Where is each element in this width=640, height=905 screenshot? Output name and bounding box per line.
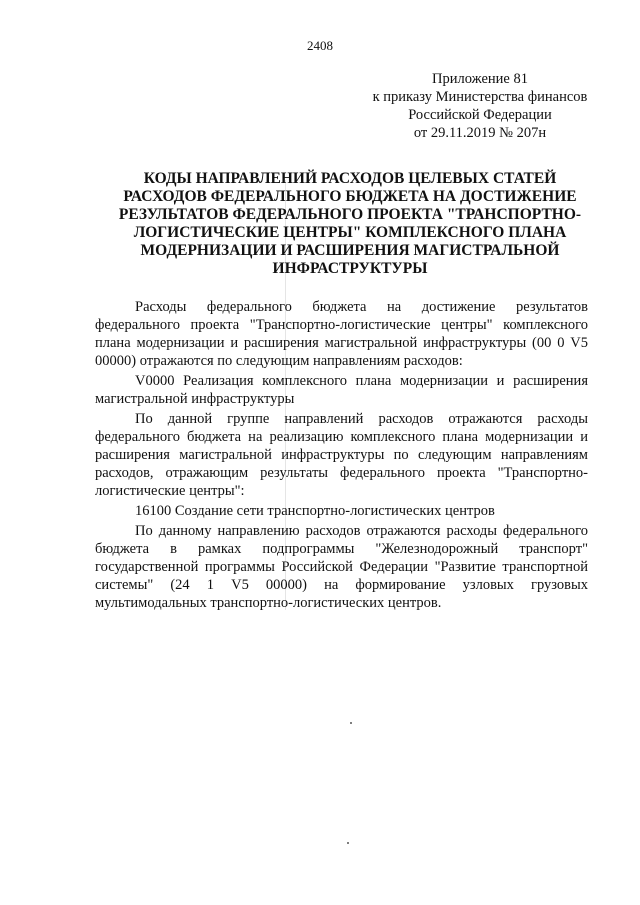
body-paragraph: V0000 Реализация комплексного плана модернизации и расширения магистральной инфраструктуры [95, 373, 588, 407]
appendix-line: Российской Федерации [408, 107, 552, 123]
body-paragraph: По данной группе направлений расходов отражаются расходы федерального бюджета на реализацию комплексного плана модернизации и расширения магистральной инфраструктуры по следующим направлениям расходов, отражающим результаты федерального проекта "Транспортно-логистические центры": [95, 411, 588, 499]
appendix-line: от 29.11.2019 № 207н [413, 125, 547, 141]
appendix-block [360, 70, 600, 142]
title-line: РАСХОДОВ ФЕДЕРАЛЬНОГО БЮДЖЕТА НА ДОСТИЖЕНИЕ [123, 188, 577, 205]
title-line: РЕЗУЛЬТАТОВ ФЕДЕРАЛЬНОГО ПРОЕКТА "ТРАНСПОРТНО- [118, 206, 582, 223]
scan-speck [350, 722, 352, 724]
appendix-line: Приложение 81 [432, 71, 528, 87]
title-line: ИНФРАСТРУКТУРЫ [272, 260, 428, 277]
body-paragraph: 16100 Создание сети транспортно-логистических центров [135, 503, 495, 519]
appendix-line: к приказу Министерства финансов [372, 89, 588, 105]
document-body [95, 298, 588, 612]
page-number: 2408 [307, 38, 333, 53]
body-paragraph: Расходы федерального бюджета на достижение результатов федерального проекта "Транспортно-логистические центры" комплексного плана модернизации и расширения магистральной инфраструктуры (00 0 V5 00000) отражаются по следующим направлениям расходов: [95, 299, 588, 369]
title-line: МОДЕРНИЗАЦИИ И РАСШИРЕНИЯ МАГИСТРАЛЬНОЙ [140, 242, 560, 259]
scan-speck [347, 842, 349, 844]
title-line: КОДЫ НАПРАВЛЕНИЙ РАСХОДОВ ЦЕЛЕВЫХ СТАТЕЙ [143, 170, 557, 187]
title-line: ЛОГИСТИЧЕСКИЕ ЦЕНТРЫ" КОМПЛЕКСНОГО ПЛАНА [133, 224, 567, 241]
document-title [95, 170, 605, 278]
body-paragraph: По данному направлению расходов отражаются расходы федерального бюджета в рамках подпрограммы "Железнодорожный транспорт" государственной программы Российской Федерации "Развитие транспортной системы" (24 1 V5 00000) на формирование узловых грузовых мультимодальных транспортно-логистических центров. [95, 523, 588, 611]
